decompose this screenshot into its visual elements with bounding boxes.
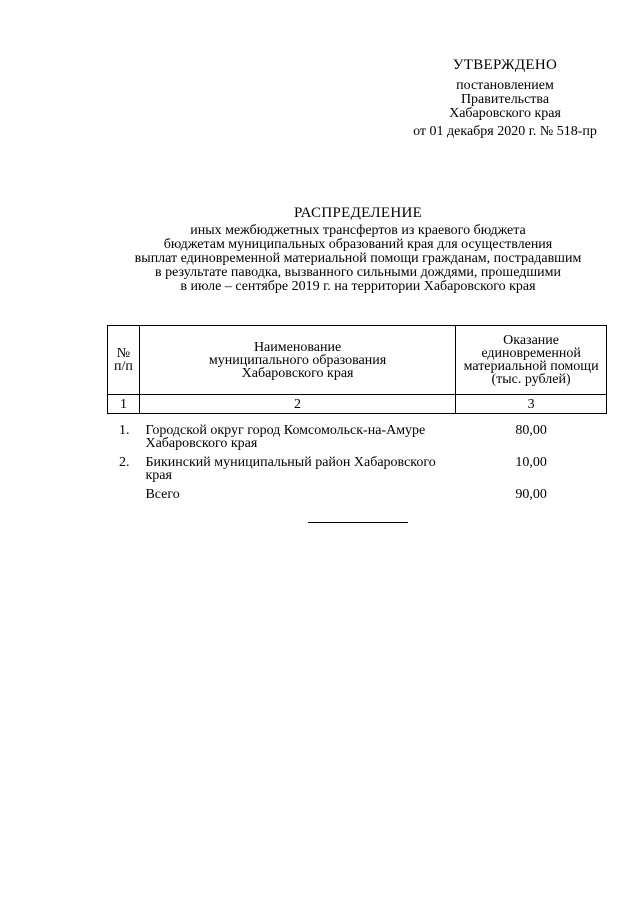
title-line: в результате паводка, вызванного сильными дождями, прошедшими xyxy=(155,265,561,280)
approval-heading: УТВЕРЖДЕНО xyxy=(452,57,558,73)
approval-line-3: Хабаровского края xyxy=(449,106,561,121)
header-number: № п/п xyxy=(108,326,140,395)
title-line: иных межбюджетных трансфертов из краевого бюджета xyxy=(190,223,526,238)
title-line: в июле – сентябре 2019 г. на территории Хабаровского края xyxy=(180,279,536,294)
end-divider xyxy=(308,522,408,523)
row-number: 1. xyxy=(118,423,130,438)
title-line: бюджетам муниципальных образований края для осуществления xyxy=(163,237,553,252)
header-assistance: Оказание единовременной материальной помощи (тыс. рублей) xyxy=(456,326,607,395)
row-number: 2. xyxy=(118,455,130,470)
approval-date: от 01 декабря 2020 г. № 518-пр xyxy=(413,124,597,139)
approval-line-1: постановлением xyxy=(456,78,554,93)
table-header-row xyxy=(108,326,607,395)
header-municipality: Наименование муниципального образования Хабаровского края xyxy=(139,326,455,395)
title-heading: РАСПРЕДЕЛЕНИЕ xyxy=(293,205,423,221)
row-municipality: Городской округ город Комсомольск-на-Амуре Хабаровского края xyxy=(145,423,426,451)
distribution-table xyxy=(107,325,607,503)
row-municipality: Бикинский муниципальный район Хабаровского края xyxy=(145,455,436,483)
table-row xyxy=(108,452,607,484)
total-value: 90,00 xyxy=(515,487,547,502)
approval-block xyxy=(390,58,620,139)
document-title xyxy=(100,206,616,294)
title-line: выплат единовременной материальной помощи гражданам, пострадавшим xyxy=(134,251,582,266)
row-value: 10,00 xyxy=(515,455,547,470)
column-number: 3 xyxy=(456,395,607,414)
table-total-row xyxy=(108,484,607,503)
column-number: 1 xyxy=(108,395,140,414)
total-label: Всего xyxy=(145,487,180,502)
column-number-row xyxy=(108,395,607,414)
row-value: 80,00 xyxy=(515,423,547,438)
column-number: 2 xyxy=(139,395,455,414)
approval-line-2: Правительства xyxy=(460,92,550,107)
table-row xyxy=(108,414,607,453)
